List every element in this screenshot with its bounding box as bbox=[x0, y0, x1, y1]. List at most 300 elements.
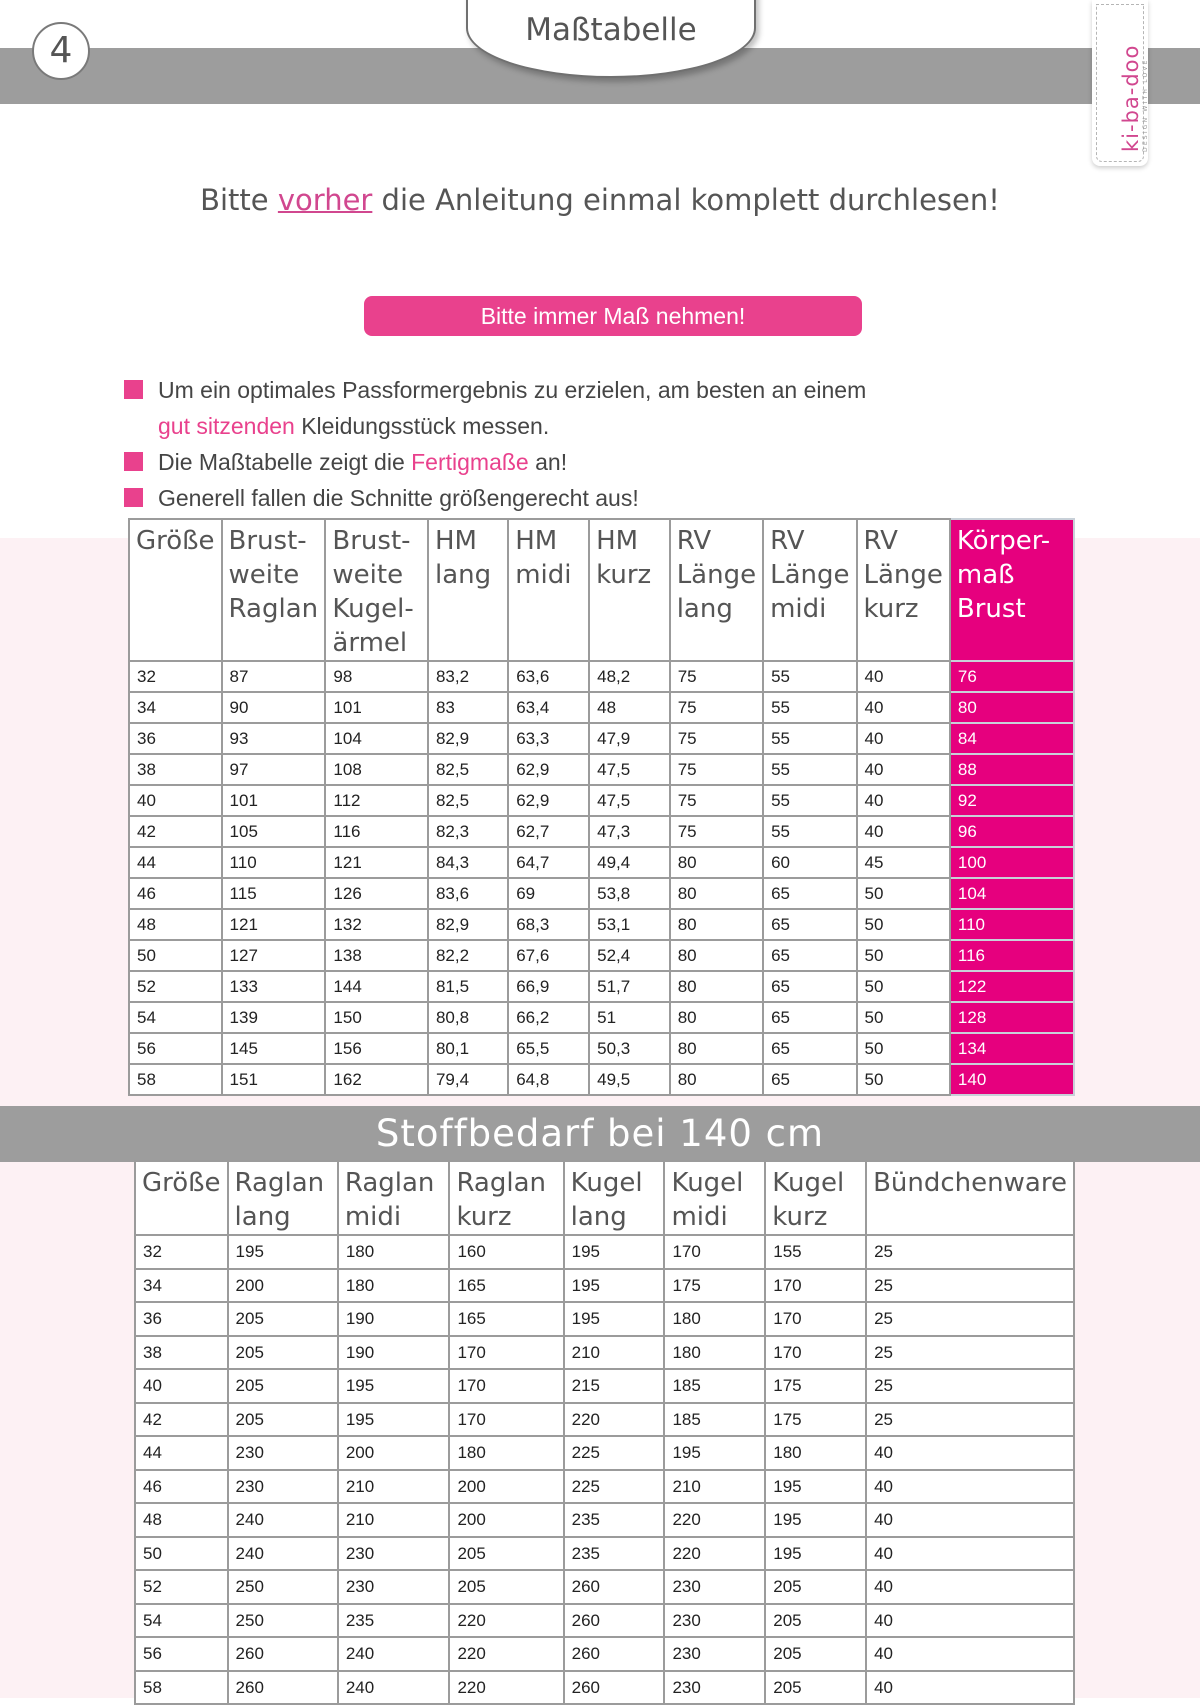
table-cell: 80,1 bbox=[428, 1033, 508, 1064]
table-cell: 55 bbox=[763, 692, 856, 723]
table-cell: 66,2 bbox=[508, 1002, 589, 1033]
table-cell: 210 bbox=[338, 1470, 450, 1504]
table-cell: 49,5 bbox=[589, 1064, 670, 1095]
table-cell: 80,8 bbox=[428, 1002, 508, 1033]
table-cell: 112 bbox=[325, 785, 428, 816]
column-header bbox=[670, 519, 763, 661]
table-cell: 110 bbox=[950, 909, 1074, 940]
table-cell: 195 bbox=[228, 1235, 338, 1269]
table-cell: 42 bbox=[135, 1403, 228, 1437]
table-cell: 150 bbox=[325, 1002, 428, 1033]
column-header bbox=[129, 519, 222, 661]
table-cell: 82,2 bbox=[428, 940, 508, 971]
table-cell: 160 bbox=[449, 1235, 563, 1269]
table-cell: 80 bbox=[670, 1064, 763, 1095]
table-cell: 52 bbox=[129, 971, 222, 1002]
table-cell: 80 bbox=[670, 971, 763, 1002]
table-cell: 83,2 bbox=[428, 661, 508, 692]
table-row bbox=[129, 1064, 1074, 1095]
column-header bbox=[449, 1161, 563, 1235]
table-cell: 230 bbox=[228, 1436, 338, 1470]
column-header bbox=[428, 519, 508, 661]
table-cell: 205 bbox=[228, 1369, 338, 1403]
table-cell: 220 bbox=[449, 1604, 563, 1638]
table-row bbox=[135, 1269, 1074, 1303]
table-cell: 48,2 bbox=[589, 661, 670, 692]
table-row bbox=[135, 1302, 1074, 1336]
table-cell: 170 bbox=[449, 1336, 563, 1370]
table-row bbox=[129, 878, 1074, 909]
table-cell: 195 bbox=[664, 1436, 765, 1470]
table-cell: 80 bbox=[950, 692, 1074, 723]
table-cell: 108 bbox=[325, 754, 428, 785]
table-cell: 250 bbox=[228, 1604, 338, 1638]
table-cell: 40 bbox=[866, 1503, 1074, 1537]
table-cell: 47,9 bbox=[589, 723, 670, 754]
instruction-highlight: gut sitzenden bbox=[158, 413, 295, 439]
table-cell: 205 bbox=[449, 1537, 563, 1571]
page-title: Maßtabelle bbox=[525, 12, 697, 48]
brand-text bbox=[1120, 45, 1149, 152]
table-cell: 50 bbox=[129, 940, 222, 971]
table-cell: 40 bbox=[857, 816, 950, 847]
table-cell: 180 bbox=[664, 1336, 765, 1370]
table-cell: 97 bbox=[222, 754, 326, 785]
column-header bbox=[564, 1161, 665, 1235]
table-cell: 40 bbox=[857, 692, 950, 723]
table-cell: 40 bbox=[866, 1604, 1074, 1638]
table-cell: 65 bbox=[763, 878, 856, 909]
table-row bbox=[135, 1604, 1074, 1638]
table-cell: 190 bbox=[338, 1336, 450, 1370]
table-cell: 50 bbox=[857, 909, 950, 940]
table-cell: 210 bbox=[564, 1336, 665, 1370]
table-cell: 40 bbox=[857, 754, 950, 785]
table-cell: 235 bbox=[564, 1503, 665, 1537]
table-cell: 40 bbox=[866, 1537, 1074, 1571]
table-cell: 230 bbox=[664, 1671, 765, 1705]
table-cell: 205 bbox=[765, 1671, 866, 1705]
table-row bbox=[129, 1002, 1074, 1033]
column-header bbox=[228, 1161, 338, 1235]
instruction-list bbox=[124, 372, 866, 516]
header-line: ärmel bbox=[332, 628, 408, 658]
bullet-square-icon bbox=[124, 380, 143, 399]
table-cell: 25 bbox=[866, 1235, 1074, 1269]
table-cell: 76 bbox=[950, 661, 1074, 692]
table-cell: 210 bbox=[664, 1470, 765, 1504]
header-line: lang bbox=[570, 1202, 627, 1232]
table-row bbox=[129, 723, 1074, 754]
table-cell: 260 bbox=[564, 1671, 665, 1705]
table-cell: 75 bbox=[670, 754, 763, 785]
header-line: weite bbox=[332, 560, 404, 590]
notice-highlight: vorher bbox=[277, 183, 373, 217]
header-line: Größe bbox=[136, 526, 215, 556]
table-cell: 165 bbox=[449, 1269, 563, 1303]
table-cell: 36 bbox=[135, 1302, 228, 1336]
table-cell: 190 bbox=[338, 1302, 450, 1336]
table-cell: 82,3 bbox=[428, 816, 508, 847]
table-cell: 65,5 bbox=[508, 1033, 589, 1064]
instruction-text: Um ein optimales Passformergebnis zu erzielen, am besten an einem bbox=[158, 377, 867, 403]
table-cell: 82,5 bbox=[428, 754, 508, 785]
table-cell: 205 bbox=[228, 1302, 338, 1336]
brand-logo bbox=[1092, 0, 1148, 166]
page-number-badge: 4 bbox=[32, 22, 90, 80]
table-cell: 40 bbox=[866, 1570, 1074, 1604]
table-cell: 81,5 bbox=[428, 971, 508, 1002]
header-line: Kugel- bbox=[332, 594, 414, 624]
table-cell: 140 bbox=[950, 1064, 1074, 1095]
table-cell: 240 bbox=[338, 1671, 450, 1705]
table-cell: 105 bbox=[222, 816, 326, 847]
table-cell: 205 bbox=[228, 1403, 338, 1437]
table-cell: 68,3 bbox=[508, 909, 589, 940]
table-cell: 220 bbox=[564, 1403, 665, 1437]
table-row bbox=[135, 1671, 1074, 1705]
instruction-item-continued bbox=[124, 408, 866, 444]
table-cell: 82,9 bbox=[428, 723, 508, 754]
header-line: weite bbox=[228, 560, 300, 590]
table-cell: 170 bbox=[765, 1269, 866, 1303]
table-cell: 144 bbox=[325, 971, 428, 1002]
table-cell: 235 bbox=[338, 1604, 450, 1638]
fabric-section-title: Stoffbedarf bei 140 cm bbox=[0, 1106, 1200, 1162]
table-cell: 83 bbox=[428, 692, 508, 723]
table-cell: 75 bbox=[670, 723, 763, 754]
table-cell: 40 bbox=[129, 785, 222, 816]
table-cell: 116 bbox=[325, 816, 428, 847]
table-cell: 230 bbox=[228, 1470, 338, 1504]
table-row bbox=[135, 1570, 1074, 1604]
header-line: Kugel bbox=[671, 1168, 744, 1198]
table-cell: 46 bbox=[129, 878, 222, 909]
table-cell: 220 bbox=[664, 1503, 765, 1537]
table-cell: 50 bbox=[857, 1033, 950, 1064]
table-cell: 64,7 bbox=[508, 847, 589, 878]
table-cell: 121 bbox=[325, 847, 428, 878]
table-cell: 151 bbox=[222, 1064, 326, 1095]
table-row bbox=[135, 1503, 1074, 1537]
column-header bbox=[222, 519, 326, 661]
table-cell: 139 bbox=[222, 1002, 326, 1033]
table-cell: 65 bbox=[763, 1064, 856, 1095]
table-cell: 47,3 bbox=[589, 816, 670, 847]
table-cell: 185 bbox=[664, 1369, 765, 1403]
table-cell: 128 bbox=[950, 1002, 1074, 1033]
size-table-header-row bbox=[129, 519, 1074, 661]
table-cell: 25 bbox=[866, 1269, 1074, 1303]
table-cell: 92 bbox=[950, 785, 1074, 816]
table-cell: 155 bbox=[765, 1235, 866, 1269]
table-cell: 50 bbox=[857, 1002, 950, 1033]
column-header bbox=[950, 519, 1074, 661]
table-cell: 205 bbox=[765, 1604, 866, 1638]
column-header bbox=[763, 519, 856, 661]
table-cell: 195 bbox=[338, 1369, 450, 1403]
header-line: RV bbox=[770, 526, 805, 556]
table-cell: 195 bbox=[338, 1403, 450, 1437]
table-cell: 122 bbox=[950, 971, 1074, 1002]
table-cell: 220 bbox=[664, 1537, 765, 1571]
table-cell: 53,8 bbox=[589, 878, 670, 909]
table-cell: 65 bbox=[763, 1002, 856, 1033]
table-cell: 195 bbox=[765, 1537, 866, 1571]
table-cell: 34 bbox=[135, 1269, 228, 1303]
header-line: kurz bbox=[596, 560, 652, 590]
table-cell: 175 bbox=[664, 1269, 765, 1303]
table-cell: 47,5 bbox=[589, 754, 670, 785]
column-header bbox=[589, 519, 670, 661]
table-cell: 162 bbox=[325, 1064, 428, 1095]
table-cell: 220 bbox=[449, 1637, 563, 1671]
table-row bbox=[129, 785, 1074, 816]
table-row bbox=[129, 661, 1074, 692]
table-cell: 145 bbox=[222, 1033, 326, 1064]
table-cell: 75 bbox=[670, 785, 763, 816]
header-line: Kugel bbox=[772, 1168, 845, 1198]
table-cell: 44 bbox=[135, 1436, 228, 1470]
header-line: Raglan bbox=[456, 1168, 547, 1198]
table-cell: 65 bbox=[763, 940, 856, 971]
table-row bbox=[135, 1637, 1074, 1671]
table-cell: 48 bbox=[589, 692, 670, 723]
table-cell: 40 bbox=[857, 723, 950, 754]
table-cell: 230 bbox=[338, 1537, 450, 1571]
table-cell: 90 bbox=[222, 692, 326, 723]
table-cell: 230 bbox=[664, 1637, 765, 1671]
table-cell: 63,6 bbox=[508, 661, 589, 692]
table-row bbox=[135, 1403, 1074, 1437]
table-cell: 25 bbox=[866, 1302, 1074, 1336]
table-cell: 55 bbox=[763, 785, 856, 816]
table-cell: 101 bbox=[325, 692, 428, 723]
table-cell: 200 bbox=[449, 1470, 563, 1504]
instruction-item bbox=[124, 372, 866, 408]
table-cell: 110 bbox=[222, 847, 326, 878]
brand-tagline: DESIGN WITH LOVE bbox=[1142, 58, 1149, 152]
table-cell: 170 bbox=[449, 1403, 563, 1437]
table-row bbox=[135, 1537, 1074, 1571]
fabric-requirement-table bbox=[134, 1160, 1075, 1705]
table-cell: 60 bbox=[763, 847, 856, 878]
column-header bbox=[866, 1161, 1074, 1235]
header-line: Länge bbox=[770, 560, 850, 590]
header-line: Größe bbox=[142, 1168, 221, 1198]
table-cell: 50 bbox=[857, 971, 950, 1002]
table-cell: 132 bbox=[325, 909, 428, 940]
table-cell: 205 bbox=[228, 1336, 338, 1370]
table-cell: 51,7 bbox=[589, 971, 670, 1002]
table-cell: 40 bbox=[866, 1470, 1074, 1504]
table-cell: 64,8 bbox=[508, 1064, 589, 1095]
table-cell: 205 bbox=[765, 1637, 866, 1671]
table-cell: 200 bbox=[449, 1503, 563, 1537]
instruction-highlight: Fertigmaße bbox=[411, 449, 529, 475]
table-cell: 50 bbox=[857, 878, 950, 909]
header-line: RV bbox=[676, 526, 712, 556]
table-cell: 230 bbox=[338, 1570, 450, 1604]
header-line: midi bbox=[770, 594, 827, 624]
column-header bbox=[857, 519, 950, 661]
table-cell: 205 bbox=[449, 1570, 563, 1604]
table-cell: 46 bbox=[135, 1470, 228, 1504]
table-cell: 87 bbox=[222, 661, 326, 692]
table-cell: 180 bbox=[664, 1302, 765, 1336]
table-row bbox=[129, 940, 1074, 971]
table-cell: 96 bbox=[950, 816, 1074, 847]
instruction-text: Die Maßtabelle zeigt die bbox=[158, 449, 412, 475]
table-row bbox=[129, 692, 1074, 723]
header-line: Länge bbox=[676, 560, 757, 590]
instruction-text: an! bbox=[528, 449, 568, 475]
table-cell: 260 bbox=[564, 1570, 665, 1604]
table-cell: 44 bbox=[129, 847, 222, 878]
table-cell: 195 bbox=[564, 1235, 665, 1269]
table-row bbox=[135, 1436, 1074, 1470]
header-line: Brust- bbox=[332, 526, 411, 556]
table-cell: 83,6 bbox=[428, 878, 508, 909]
table-cell: 220 bbox=[449, 1671, 563, 1705]
column-header bbox=[135, 1161, 228, 1235]
table-cell: 36 bbox=[129, 723, 222, 754]
header-line: Länge bbox=[863, 560, 943, 590]
table-cell: 54 bbox=[129, 1002, 222, 1033]
table-cell: 40 bbox=[135, 1369, 228, 1403]
table-cell: 51 bbox=[589, 1002, 670, 1033]
table-row bbox=[129, 971, 1074, 1002]
table-cell: 40 bbox=[857, 785, 950, 816]
table-cell: 69 bbox=[508, 878, 589, 909]
header-line: Raglan bbox=[344, 1168, 435, 1198]
table-cell: 84 bbox=[950, 723, 1074, 754]
table-row bbox=[135, 1470, 1074, 1504]
table-row bbox=[129, 847, 1074, 878]
header-line: HM bbox=[596, 526, 639, 556]
table-cell: 58 bbox=[135, 1671, 228, 1705]
table-cell: 50 bbox=[135, 1537, 228, 1571]
table-cell: 54 bbox=[135, 1604, 228, 1638]
table-cell: 75 bbox=[670, 816, 763, 847]
table-cell: 65 bbox=[763, 909, 856, 940]
table-cell: 67,6 bbox=[508, 940, 589, 971]
table-cell: 55 bbox=[763, 816, 856, 847]
header-line: Brust- bbox=[228, 526, 307, 556]
table-cell: 38 bbox=[135, 1336, 228, 1370]
table-cell: 48 bbox=[129, 909, 222, 940]
size-table-body bbox=[129, 661, 1074, 1095]
size-chart-table bbox=[128, 518, 1075, 1096]
table-cell: 101 bbox=[222, 785, 326, 816]
column-header bbox=[508, 519, 589, 661]
table-cell: 47,5 bbox=[589, 785, 670, 816]
table-cell: 32 bbox=[129, 661, 222, 692]
table-cell: 80 bbox=[670, 940, 763, 971]
table-cell: 25 bbox=[866, 1403, 1074, 1437]
table-cell: 170 bbox=[765, 1336, 866, 1370]
table-cell: 170 bbox=[664, 1235, 765, 1269]
table-cell: 84,3 bbox=[428, 847, 508, 878]
table-cell: 75 bbox=[670, 692, 763, 723]
column-header bbox=[338, 1161, 450, 1235]
table-cell: 104 bbox=[325, 723, 428, 754]
header-line: kurz bbox=[772, 1202, 828, 1232]
table-cell: 50,3 bbox=[589, 1033, 670, 1064]
table-cell: 93 bbox=[222, 723, 326, 754]
table-cell: 180 bbox=[338, 1235, 450, 1269]
table-cell: 62,9 bbox=[508, 785, 589, 816]
table-cell: 66,9 bbox=[508, 971, 589, 1002]
table-cell: 133 bbox=[222, 971, 326, 1002]
table-cell: 180 bbox=[765, 1436, 866, 1470]
table-cell: 52 bbox=[135, 1570, 228, 1604]
table-cell: 134 bbox=[950, 1033, 1074, 1064]
table-cell: 175 bbox=[765, 1369, 866, 1403]
header-line: Raglan bbox=[228, 594, 319, 624]
table-row bbox=[135, 1336, 1074, 1370]
table-cell: 40 bbox=[866, 1436, 1074, 1470]
instruction-text: Kleidungsstück messen. bbox=[294, 413, 550, 439]
table-row bbox=[129, 754, 1074, 785]
table-cell: 225 bbox=[564, 1436, 665, 1470]
table-cell: 260 bbox=[564, 1604, 665, 1638]
table-cell: 63,3 bbox=[508, 723, 589, 754]
table-cell: 56 bbox=[135, 1637, 228, 1671]
table-cell: 195 bbox=[765, 1470, 866, 1504]
table-cell: 235 bbox=[564, 1537, 665, 1571]
table-cell: 195 bbox=[765, 1503, 866, 1537]
table-cell: 40 bbox=[866, 1637, 1074, 1671]
table-cell: 170 bbox=[765, 1302, 866, 1336]
header-line: lang bbox=[676, 594, 733, 624]
table-cell: 80 bbox=[670, 1033, 763, 1064]
table-cell: 195 bbox=[564, 1302, 665, 1336]
table-cell: 48 bbox=[135, 1503, 228, 1537]
table-cell: 260 bbox=[228, 1637, 338, 1671]
table-cell: 98 bbox=[325, 661, 428, 692]
table-cell: 170 bbox=[449, 1369, 563, 1403]
header-line: Kugel bbox=[570, 1168, 643, 1198]
table-row bbox=[129, 909, 1074, 940]
table-cell: 25 bbox=[866, 1336, 1074, 1370]
notice-text-after: die Anleitung einmal komplett durchlesen! bbox=[372, 183, 1000, 217]
table-cell: 38 bbox=[129, 754, 222, 785]
column-header bbox=[664, 1161, 765, 1235]
table-cell: 127 bbox=[222, 940, 326, 971]
header-line: midi bbox=[344, 1202, 402, 1232]
table-cell: 42 bbox=[129, 816, 222, 847]
table-row bbox=[135, 1235, 1074, 1269]
notice-text-before: Bitte bbox=[200, 183, 278, 217]
table-cell: 215 bbox=[564, 1369, 665, 1403]
header-line: midi bbox=[671, 1202, 728, 1232]
table-cell: 115 bbox=[222, 878, 326, 909]
header-line: lang bbox=[434, 560, 492, 590]
table-cell: 156 bbox=[325, 1033, 428, 1064]
table-cell: 50 bbox=[857, 1064, 950, 1095]
brand-name: ki-ba-doo bbox=[1119, 44, 1143, 152]
table-cell: 104 bbox=[950, 878, 1074, 909]
header-line: RV bbox=[863, 526, 898, 556]
table-cell: 225 bbox=[564, 1470, 665, 1504]
fabric-table-body bbox=[135, 1235, 1074, 1704]
table-cell: 175 bbox=[765, 1403, 866, 1437]
instruction-item bbox=[124, 480, 866, 516]
table-cell: 240 bbox=[338, 1637, 450, 1671]
table-cell: 55 bbox=[763, 754, 856, 785]
table-cell: 180 bbox=[338, 1269, 450, 1303]
